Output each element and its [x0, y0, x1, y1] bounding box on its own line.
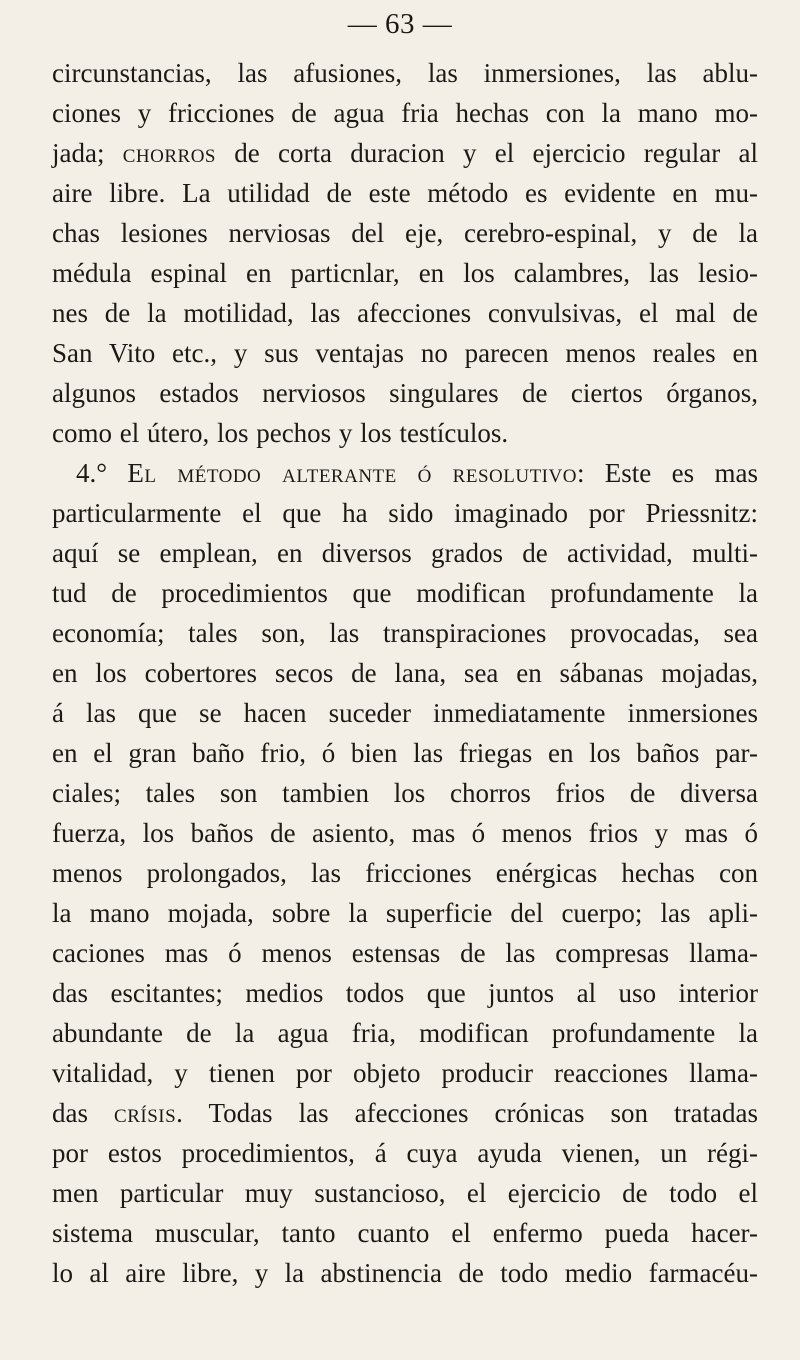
- text-line: aquí se emplean, en diversos grados de actividad, multi-: [52, 538, 758, 568]
- section-heading-line: 4.° El método alterante ó resolutivo: Este es mas: [76, 458, 758, 488]
- text-line: á las que se hacen suceder inmediatamente inmersiones: [52, 698, 758, 728]
- small-caps-term: crísis: [114, 1098, 177, 1128]
- text-line: algunos estados nerviosos singulares de ciertos órganos,: [52, 378, 758, 408]
- text-line: caciones mas ó menos estensas de las compresas llama-: [52, 938, 758, 968]
- text-line: ciales; tales son tambien los chorros frios de diversa: [52, 778, 758, 808]
- text-line: ciones y fricciones de agua fria hechas con la mano mo-: [52, 98, 758, 128]
- text-line: das escitantes; medios todos que juntos al uso interior: [52, 978, 758, 1008]
- text-line: abundante de la agua fria, modifican profundamente la: [52, 1018, 758, 1048]
- text-line: aire libre. La utilidad de este método es evidente en mu-: [52, 178, 758, 208]
- text-line: sistema muscular, tanto cuanto el enfermo pueda hacer-: [52, 1218, 758, 1248]
- text-line: tud de procedimientos que modifican profundamente la: [52, 578, 758, 608]
- text-line: médula espinal en particnlar, en los calambres, las lesio-: [52, 258, 758, 288]
- text-line: jada; chorros de corta duracion y el ejercicio regular al: [52, 138, 758, 168]
- text-line: la mano mojada, sobre la superficie del cuerpo; las apli-: [52, 898, 758, 928]
- text-line: San Vito etc., y sus ventajas no parecen menos reales en: [52, 338, 758, 368]
- text-line: circunstancias, las afusiones, las inmersiones, las ablu-: [52, 58, 758, 88]
- text-line: economía; tales son, las transpiraciones provocadas, sea: [52, 618, 758, 648]
- text-line: vitalidad, y tienen por objeto producir reacciones llama-: [52, 1058, 758, 1088]
- page-number: — 63 —: [347, 8, 453, 40]
- text-line: nes de la motilidad, las afecciones convulsivas, el mal de: [52, 298, 758, 328]
- text-line: das crísis. Todas las afecciones crónicas son tratadas: [52, 1098, 759, 1128]
- text-line-paragraph-end: como el útero, los pechos y los testículos.: [52, 418, 509, 448]
- text-line: por estos procedimientos, á cuya ayuda vienen, un régi-: [52, 1138, 758, 1168]
- text-line: en el gran baño frio, ó bien las friegas en los baños par-: [52, 738, 758, 768]
- text-line: fuerza, los baños de asiento, mas ó menos frios y mas ó: [52, 818, 758, 848]
- text-line: chas lesiones nerviosas del eje, cerebro-espinal, y de la: [52, 218, 758, 248]
- text-line: lo al aire libre, y la abstinencia de todo medio farmacéu-: [52, 1258, 758, 1288]
- text-line: men particular muy sustancioso, el ejercicio de todo el: [52, 1178, 758, 1208]
- small-caps-term: chorros: [122, 138, 216, 168]
- section-title: El método alterante ó resolutivo: [127, 458, 577, 488]
- text-line: menos prolongados, las fricciones enérgicas hechas con: [52, 858, 758, 888]
- text-line: en los cobertores secos de lana, sea en sábanas mojadas,: [52, 658, 758, 688]
- body-text: [52, 53, 758, 1293]
- text-line: particularmente el que ha sido imaginado por Priessnitz:: [52, 498, 758, 528]
